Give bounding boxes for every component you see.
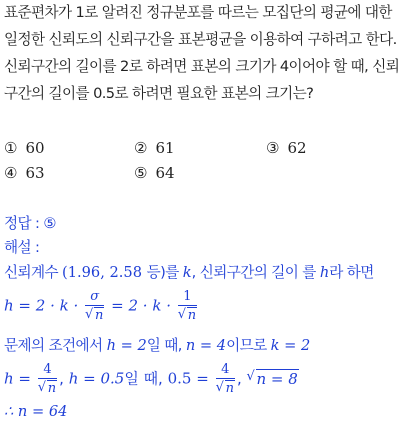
solution-line-1-var-h: h <box>319 264 330 281</box>
solution-line-3-k: k = 2 <box>270 337 311 354</box>
question-line-2: 일정한 신뢰도의 신뢰구간을 표본평균을 이용하여 구하려고 한다. <box>4 31 397 48</box>
eq2-tail: n = 8 <box>256 369 298 388</box>
eq1-frac1-radicand: n <box>95 308 104 323</box>
option-4-value: 63 <box>25 164 45 182</box>
sqrt-icon: √ <box>215 380 224 395</box>
question-line-3: 신뢰구간의 길이를 2로 하려면 표본의 크기가 4이어야 할 때, 신뢰 <box>4 58 400 75</box>
option-4[interactable] <box>4 163 45 183</box>
eq2-frac1-sqrt <box>38 380 57 396</box>
eq2-sep-2: , <box>236 369 247 388</box>
option-1[interactable] <box>4 138 45 158</box>
eq1-frac1-denominator <box>85 306 104 323</box>
solution-line-1-text-g: 라 하면 <box>329 264 374 281</box>
option-1-mark: ① <box>4 139 18 157</box>
solution-line-3 <box>4 336 310 356</box>
eq2-mid-1: h = 0.5 <box>68 369 125 388</box>
sqrt-icon: √ <box>177 307 187 322</box>
eq1-frac1-sqrt <box>85 307 104 323</box>
eq2-frac2-radicand: n <box>225 381 234 396</box>
option-5[interactable] <box>134 163 175 183</box>
option-1-value: 60 <box>25 139 45 157</box>
sqrt-icon: √ <box>246 368 255 384</box>
answer-label: 정답 : ⑤ <box>4 215 56 232</box>
eq1-frac2-numerator: 1 <box>178 289 197 306</box>
eq2-fraction-1 <box>38 362 57 396</box>
option-2-mark: ② <box>134 139 148 157</box>
eq2-frac1-denominator <box>38 379 57 396</box>
eq1-frac1-numerator: σ <box>85 289 104 306</box>
option-2[interactable] <box>134 138 175 158</box>
solution-line-3-h: h = 2 <box>106 337 147 354</box>
solution-line-1-text-e: , 신뢰구간의 길이 를 <box>191 264 320 281</box>
eq1-frac2-sqrt <box>178 307 197 323</box>
eq1-mid: = 2 · k · <box>106 296 176 315</box>
eq2-mid-2: 일 때, <box>124 369 168 388</box>
solution-line-3-n: n = 4 <box>185 337 227 354</box>
solution-line-3-text-a: 문제의 조건에서 <box>4 337 107 354</box>
option-2-value: 61 <box>155 139 175 157</box>
solution-heading: 해설 : <box>4 239 40 256</box>
eq2-frac2-denominator <box>216 379 235 396</box>
sqrt-icon: √ <box>85 307 94 322</box>
eq2-lhs: h = <box>4 369 36 388</box>
eq2-frac1-numerator: 4 <box>38 362 57 379</box>
eq2-frac1-radicand: n <box>47 381 57 396</box>
eq1-fraction-2 <box>178 289 197 323</box>
option-3-mark: ③ <box>266 139 280 157</box>
solution-line-1-text-a: 신뢰계수 <box>4 264 63 281</box>
question-line-1: 표준편차가 1로 알려진 정규분포를 따르는 모집단의 평균에 대한 <box>4 4 392 21</box>
solution-equation-2 <box>4 362 299 396</box>
eq1-frac2-radicand: n <box>187 308 197 323</box>
solution-line-1-text-c: 등)를 <box>146 264 183 281</box>
eq2-mid-3: 0.5 = <box>167 369 214 388</box>
eq2-sep-1: , <box>59 369 69 388</box>
solution-final: ∴ n = 64 <box>4 403 68 420</box>
sqrt-icon: √ <box>37 380 47 395</box>
solution-line-3-text-c: 일 때, <box>146 337 186 354</box>
solution-line-3-text-e: 이므로 <box>226 337 271 354</box>
eq1-frac2-denominator <box>178 306 197 323</box>
eq1-lhs: h = 2 · k · <box>4 296 84 315</box>
option-3-value: 62 <box>287 139 307 157</box>
option-4-mark: ④ <box>4 164 18 182</box>
solution-equation-1 <box>4 289 199 323</box>
solution-line-1-values: (1.96, 2.58 <box>62 264 147 281</box>
solution-line-1-var-k: k <box>182 264 192 281</box>
solution-line-1 <box>4 263 374 283</box>
eq2-tail-sqrt <box>247 369 299 388</box>
question-line-4: 구간의 길이를 0.5로 하려면 필요한 표본의 크기는? <box>4 85 314 102</box>
option-5-value: 64 <box>155 164 175 182</box>
eq2-frac2-numerator: 4 <box>216 362 235 379</box>
option-5-mark: ⑤ <box>134 164 148 182</box>
eq1-fraction-1 <box>85 289 104 323</box>
option-3[interactable] <box>266 138 307 158</box>
eq2-frac2-sqrt <box>216 380 235 396</box>
eq2-fraction-2 <box>216 362 235 396</box>
